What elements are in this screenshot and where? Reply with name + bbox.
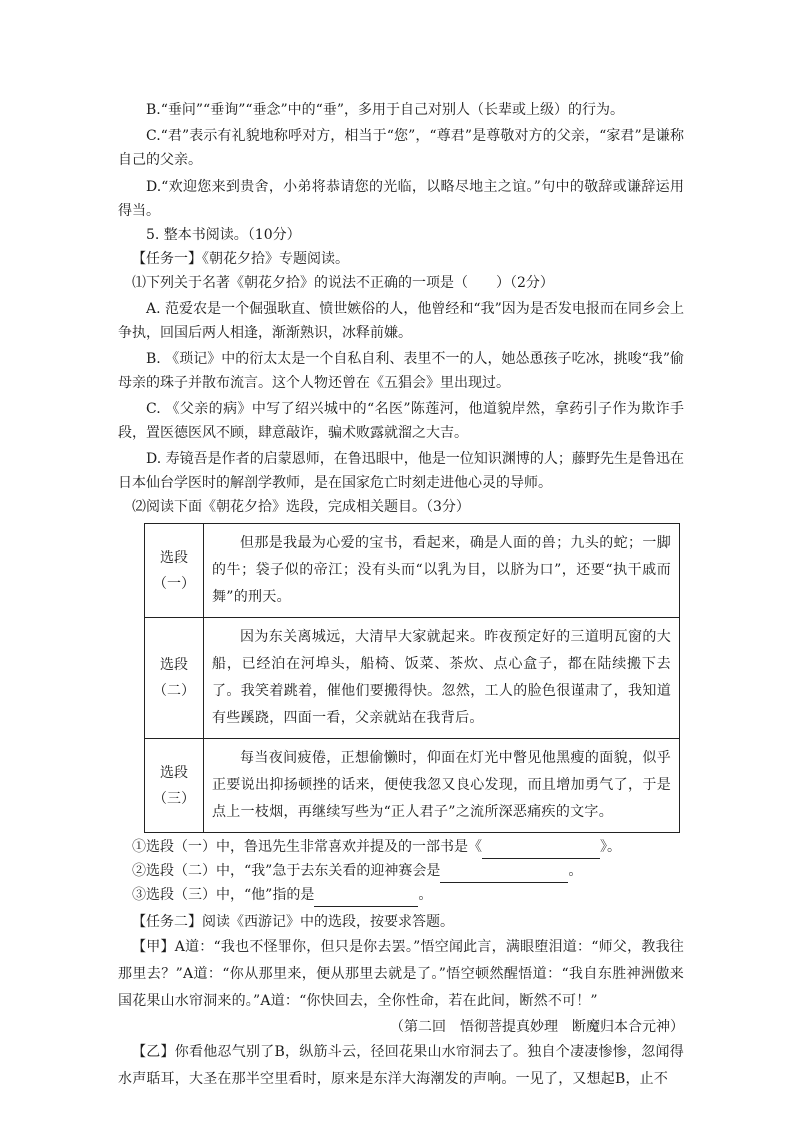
- answer-blank[interactable]: [482, 841, 600, 859]
- choice-b: B. 《琐记》中的衍太太是一个自私自利、表里不一的人，她怂恿孩子吃冰，挑唆“我”偷母亲的珠子并散布流言。这个人物还曾在《五猖会》里出现过。: [118, 351, 684, 391]
- table-row: [145, 739, 680, 833]
- excerpt-label: 选段 （一）: [145, 524, 204, 618]
- table-row: [145, 618, 680, 739]
- excerpt-text: 每当夜间疲倦，正想偷懒时，仰面在灯光中瞥见他黑瘦的面貌，似乎正要说出抑扬顿挫的话来，便使我忽又良心发现，而且增加勇气了，于是点上一枝烟，再继续写些为“正人君子”之流所深恶痛疾的文字。: [204, 739, 680, 833]
- choice-a: A. 范爱农是一个倔强耿直、愤世嫉俗的人，他曾经和“我”因为是否发电报而在同乡会上争执，回国后两人相逢，渐渐熟识，冰释前嫌。: [118, 301, 684, 341]
- task-1-heading: 【任务一】《朝花夕拾》专题阅读。: [132, 251, 349, 267]
- excerpt-text: 因为东关离城远，大清早大家就起来。昨夜预定好的三道明瓦窗的大船，已经泊在河埠头，船椅、饭菜、茶炊、点心盒子，都在陆续搬下去了。我笑着跳着，催他们要搬得快。忽然，工人的脸色很谨肃了，我知道有些蹊跷，四面一看，父亲就站在我背后。: [204, 618, 680, 739]
- choice-c: C. 《父亲的病》中写了绍兴城中的“名医”陈莲河，他道貌岸然，拿药引子作为欺诈手段，置医德医风不顾，肆意敲诈，骗术败露就溜之大吉。: [118, 401, 684, 441]
- table-row: [145, 524, 680, 618]
- question-5-title: 5. 整本书阅读。（10分）: [146, 227, 301, 243]
- fill-in-1: ①选段（一）中，鲁迅先生非常喜欢并提及的一部书是《 》。: [118, 835, 684, 859]
- passage-jia-source: （第二回 悟彻菩提真妙理 断魔归本合元神）: [390, 1019, 684, 1035]
- answer-blank[interactable]: [440, 865, 568, 883]
- excerpt-text: 但那是我最为心爱的宝书，看起来，确是人面的兽；九头的蛇；一脚的牛；袋子似的帝江；没有头而“以乳为目，以脐为口”，还要“执干戚而舞”的刑天。: [204, 524, 680, 618]
- fill-in-3: ③选段（三）中，“他”指的是 。: [118, 883, 684, 907]
- passage-yi: 【乙】你看他忍气别了B，纵筋斗云，径回花果山水帘洞去了。独自个凄凄惨惨，忽闻得水声聒耳，大圣在那半空里看时，原来是东洋大海潮发的声响。一见了，又想起B，止不: [118, 1044, 684, 1087]
- task-2-heading: 【任务二】阅读《西游记》中的选段，按要求答题。: [132, 914, 454, 930]
- page-content: [118, 96, 684, 1093]
- subquestion-1: ⑴下列关于名著《朝花夕拾》的说法不正确的一项是（ ）（2分）: [132, 275, 554, 291]
- subquestion-2: ⑵阅读下面《朝花夕拾》选段，完成相关题目。（3分）: [132, 499, 470, 515]
- answer-blank[interactable]: [314, 889, 418, 907]
- choice-d: D. 寿镜吾是作者的启蒙恩师，在鲁迅眼中，他是一位知识渊博的人；藤野先生是鲁迅在日本仙台学医时的解剖学教师，是在国家危亡时刻走进他心灵的导师。: [118, 451, 684, 491]
- excerpt-label: 选段 （二）: [145, 618, 204, 739]
- option-d-line: D.“欢迎您来到贵舍，小弟将恭请您的光临，以略尽地主之谊。”句中的敬辞或谦辞运用得当。: [118, 179, 684, 219]
- option-c-line: C.“君”表示有礼貌地称呼对方，相当于“您”，“尊君”是尊敬对方的父亲，“家君”是谦称自己的父亲。: [118, 128, 684, 168]
- option-b-line: B.“垂问”“垂询”“垂念”中的“垂”，多用于自己对别人（长辈或上级）的行为。: [146, 102, 624, 118]
- fill-in-2: ②选段（二）中，“我”急于去东关看的迎神赛会是 。: [118, 859, 684, 883]
- excerpt-label: 选段 （三）: [145, 739, 204, 833]
- passage-jia: 【甲】A道：“我也不怪罪你，但只是你去罢。”悟空闻此言，满眼堕泪道：“师父，教我往那里去？”A道：“你从那里来，便从那里去就是了。”悟空顿然醒悟道：“我自东胜神洲傲来国花果山水帘洞来的。”A道：“你快回去，全你性命，若在此间，断然不可！”: [118, 939, 684, 1009]
- excerpt-table: [144, 523, 680, 833]
